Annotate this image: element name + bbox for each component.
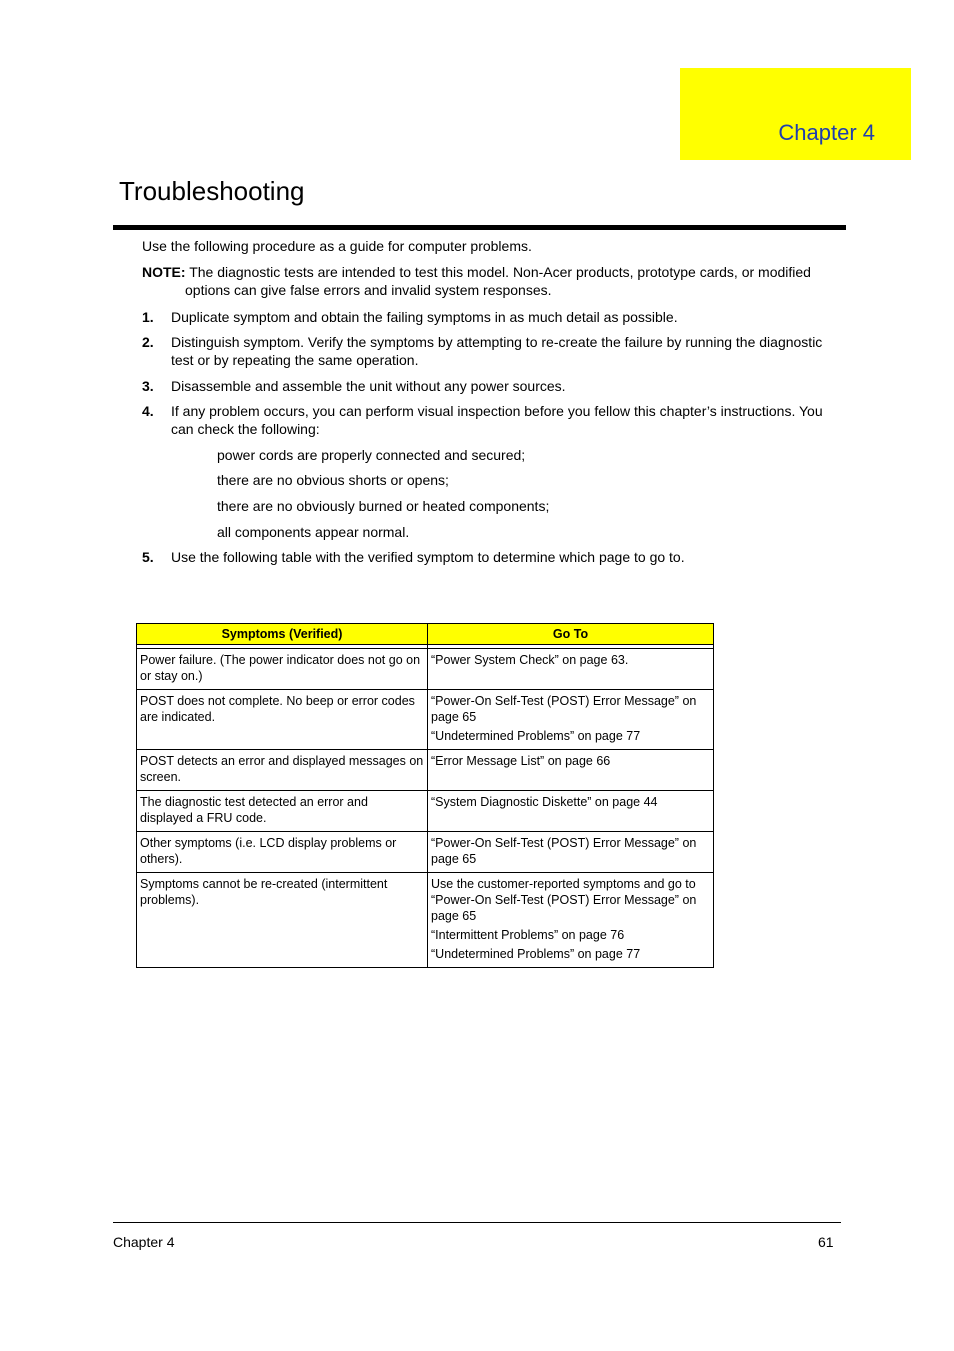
check-item: power cords are properly connected and secured; — [217, 447, 526, 463]
goto-reference: “Error Message List” on page 66 — [431, 754, 611, 768]
note-body — [142, 263, 842, 299]
goto-cell — [428, 649, 714, 690]
goto-cell — [428, 832, 714, 873]
note-label: NOTE: — [142, 264, 186, 280]
goto-reference: “System Diagnostic Diskette” on page 44 — [431, 795, 658, 809]
table-row — [137, 690, 714, 750]
table-row — [137, 832, 714, 873]
step-3 — [142, 377, 842, 395]
table-row — [137, 750, 714, 791]
goto-cell — [428, 750, 714, 791]
column-header-symptoms: Symptoms (Verified) — [137, 624, 428, 645]
symptom-cell: Symptoms cannot be re-created (intermittent problems). — [137, 873, 428, 968]
symptoms-table — [136, 623, 714, 968]
goto-reference: “Undetermined Problems” on page 77 — [431, 947, 641, 961]
note-text: The diagnostic tests are intended to test this model. Non-Acer products, prototype cards, or modified options can give false errors and invalid system responses. — [185, 264, 811, 298]
goto-reference: “Power-On Self-Test (POST) Error Message” on page 65 — [431, 836, 697, 866]
step-text: If any problem occurs, you can perform visual inspection before you fellow this chapter’s instructions. You can check the following: — [171, 403, 823, 437]
goto-reference: “Intermittent Problems” on page 76 — [431, 928, 625, 942]
table-row — [137, 791, 714, 832]
goto-reference: “Undetermined Problems” on page 77 — [431, 729, 641, 743]
footer-chapter: Chapter 4 — [113, 1234, 175, 1250]
goto-reference: “Power System Check” on page 63. — [431, 653, 629, 667]
step-number: 3. — [142, 378, 154, 394]
page-title: Troubleshooting — [119, 176, 305, 206]
symptom-cell: POST does not complete. No beep or error codes are indicated. — [137, 690, 428, 750]
step-4 — [142, 402, 842, 438]
symptom-cell: The diagnostic test detected an error and displayed a FRU code. — [137, 791, 428, 832]
table-row — [137, 873, 714, 968]
footer-divider — [113, 1222, 841, 1223]
step-text: Use the following table with the verified symptom to determine which page to go to. — [171, 549, 685, 565]
goto-reference: “Power-On Self-Test (POST) Error Message” on page 65 — [431, 694, 697, 724]
check-item: there are no obviously burned or heated components; — [217, 498, 550, 514]
table-header-row — [137, 624, 714, 645]
step-number: 1. — [142, 309, 154, 325]
title-divider — [113, 225, 846, 230]
goto-reference: Use the customer-reported symptoms and go to “Power-On Self-Test (POST) Error Message” on page 65 — [431, 877, 697, 923]
symptom-cell: POST detects an error and displayed messages on screen. — [137, 750, 428, 791]
step-5 — [142, 548, 842, 566]
goto-cell — [428, 690, 714, 750]
step-2 — [142, 333, 842, 369]
check-item: there are no obvious shorts or opens; — [217, 472, 449, 488]
step-1 — [142, 308, 842, 326]
step-number: 2. — [142, 334, 154, 350]
step-text: Distinguish symptom. Verify the symptoms by attempting to re-create the failure by running the diagnostic test or by repeating the same operation. — [171, 334, 823, 368]
symptom-cell: Other symptoms (i.e. LCD display problems or others). — [137, 832, 428, 873]
check-item: all components appear normal. — [217, 524, 410, 540]
table-row — [137, 649, 714, 690]
step-text: Disassemble and assemble the unit without any power sources. — [171, 378, 566, 394]
chapter-label: Chapter 4 — [778, 120, 875, 145]
column-header-goto: Go To — [428, 624, 714, 645]
symptom-cell: Power failure. (The power indicator does not go on or stay on.) — [137, 649, 428, 690]
goto-cell — [428, 873, 714, 968]
chapter-tab — [680, 68, 911, 160]
note-block — [142, 263, 842, 299]
page-number: 61 — [818, 1234, 834, 1250]
goto-cell — [428, 791, 714, 832]
intro-text: Use the following procedure as a guide for computer problems. — [142, 238, 532, 254]
step-number: 4. — [142, 403, 154, 419]
step-text: Duplicate symptom and obtain the failing symptoms in as much detail as possible. — [171, 309, 678, 325]
step-number: 5. — [142, 549, 154, 565]
